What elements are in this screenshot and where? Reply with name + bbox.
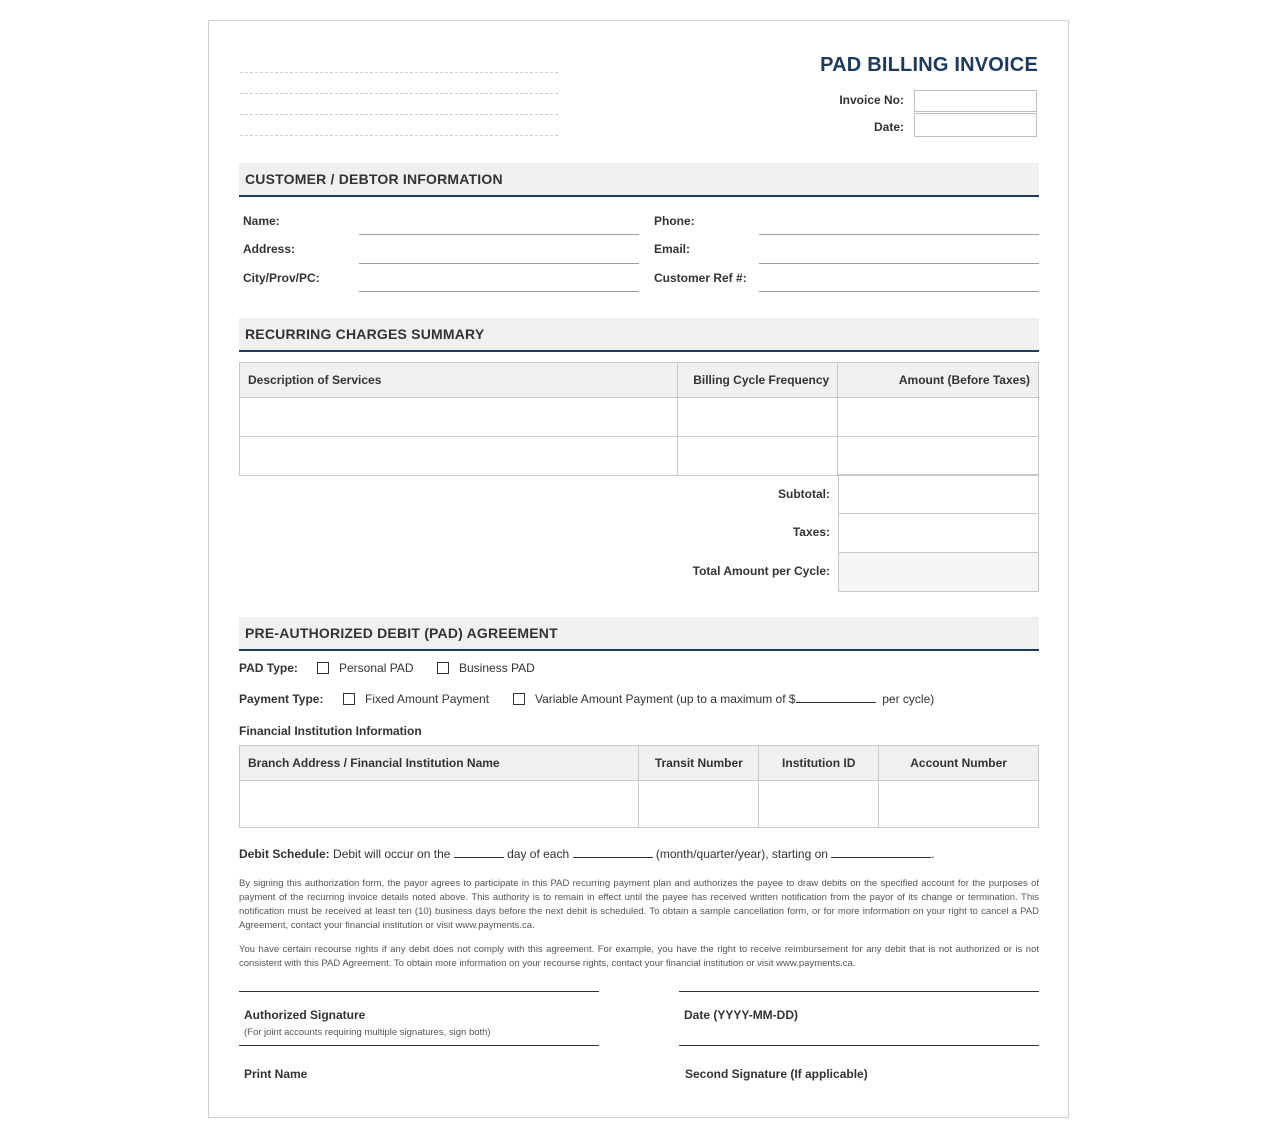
authorized-signature-note: (For joint accounts requiring multiple signatures, sign both) bbox=[244, 1027, 491, 1038]
column-header-amount: Amount (Before Taxes) bbox=[838, 363, 1039, 398]
business-pad-label: Business PAD bbox=[459, 661, 535, 675]
column-header-institution: Institution ID bbox=[759, 746, 879, 781]
frequency-cell[interactable] bbox=[678, 437, 838, 476]
customer-section-header bbox=[239, 163, 1039, 197]
variable-amount-label bbox=[535, 692, 934, 706]
invoice-no-field[interactable] bbox=[914, 90, 1037, 112]
pad-type-label: PAD Type: bbox=[239, 661, 298, 675]
phone-field[interactable] bbox=[759, 234, 1039, 235]
section-title: PRE-AUTHORIZED DEBIT (PAD) AGREEMENT bbox=[245, 625, 558, 641]
address-label: Address: bbox=[243, 242, 296, 256]
column-header-branch: Branch Address / Financial Institution Name bbox=[240, 746, 639, 781]
invoice-no-label: Invoice No: bbox=[839, 93, 904, 107]
recourse-paragraph: You have certain recourse rights if any debit does not comply with this agreement. For example, you have the right to receive reimbursement for any debit that is not authorized or is not consistent with this PAD Agreement. To obtain more information on your recourse rights, contact your financial institution or visit www.payments.ca. bbox=[239, 944, 1039, 969]
taxes-field[interactable] bbox=[838, 513, 1039, 553]
column-header-description: Description of Services bbox=[240, 363, 678, 398]
description-cell[interactable] bbox=[240, 398, 678, 437]
personal-pad-label: Personal PAD bbox=[339, 661, 414, 675]
debit-text-4: . bbox=[931, 847, 935, 861]
name-label: Name: bbox=[243, 214, 280, 228]
personal-pad-checkbox[interactable] bbox=[317, 662, 329, 674]
total-field[interactable] bbox=[838, 552, 1039, 592]
taxes-label: Taxes: bbox=[792, 525, 830, 539]
authorized-signature-line[interactable] bbox=[239, 991, 599, 992]
charges-section-header bbox=[239, 318, 1039, 352]
customer-ref-label: Customer Ref #: bbox=[654, 271, 747, 285]
date-field[interactable] bbox=[914, 113, 1037, 137]
company-line-1 bbox=[240, 72, 558, 73]
branch-cell[interactable] bbox=[240, 781, 639, 828]
address-field[interactable] bbox=[359, 263, 639, 264]
section-title: RECURRING CHARGES SUMMARY bbox=[245, 326, 485, 342]
description-cell[interactable] bbox=[240, 437, 678, 476]
max-amount-field[interactable] bbox=[796, 692, 876, 703]
debit-schedule bbox=[239, 847, 935, 861]
fi-table bbox=[239, 745, 1039, 828]
amount-cell[interactable] bbox=[838, 437, 1039, 476]
variable-amount-suffix: per cycle) bbox=[882, 692, 935, 706]
variable-amount-prefix: Variable Amount Payment (up to a maximum of $ bbox=[535, 692, 796, 706]
account-cell[interactable] bbox=[879, 781, 1039, 828]
authorized-signature-label: Authorized Signature bbox=[244, 1008, 366, 1022]
pad-section-header bbox=[239, 617, 1039, 651]
column-header-transit: Transit Number bbox=[639, 746, 759, 781]
amount-cell[interactable] bbox=[838, 398, 1039, 437]
signature-date-label: Date (YYYY-MM-DD) bbox=[684, 1008, 799, 1022]
subtotal-label: Subtotal: bbox=[778, 487, 830, 501]
email-label: Email: bbox=[654, 242, 691, 256]
fixed-amount-label: Fixed Amount Payment bbox=[365, 692, 490, 706]
debit-text-3: (month/quarter/year), starting on bbox=[655, 847, 828, 861]
column-header-account: Account Number bbox=[879, 746, 1039, 781]
company-line-4 bbox=[240, 135, 558, 136]
debit-period-field[interactable] bbox=[573, 847, 653, 858]
fixed-amount-checkbox[interactable] bbox=[343, 693, 355, 705]
second-signature-label: Second Signature (If applicable) bbox=[685, 1067, 868, 1081]
variable-amount-checkbox[interactable] bbox=[513, 693, 525, 705]
customer-ref-field[interactable] bbox=[759, 291, 1039, 292]
email-field[interactable] bbox=[759, 263, 1039, 264]
debit-text-2: day of each bbox=[507, 847, 570, 861]
table-row bbox=[240, 781, 1039, 828]
debit-schedule-label: Debit Schedule: bbox=[239, 847, 330, 861]
subtotal-field[interactable] bbox=[838, 474, 1039, 514]
company-line-3 bbox=[240, 114, 558, 115]
total-label: Total Amount per Cycle: bbox=[692, 564, 830, 578]
table-row bbox=[240, 437, 1039, 476]
fi-info-label: Financial Institution Information bbox=[239, 724, 422, 738]
column-header-frequency: Billing Cycle Frequency bbox=[678, 363, 838, 398]
date-signature-line[interactable] bbox=[679, 991, 1039, 992]
transit-cell[interactable] bbox=[639, 781, 759, 828]
phone-label: Phone: bbox=[654, 214, 695, 228]
invoice-title: PAD BILLING INVOICE bbox=[820, 54, 1038, 76]
debit-text-1: Debit will occur on the bbox=[333, 847, 451, 861]
business-pad-checkbox[interactable] bbox=[437, 662, 449, 674]
payment-type-label: Payment Type: bbox=[239, 692, 324, 706]
authorization-paragraph: By signing this authorization form, the payor agrees to participate in this PAD recurring payment plan and authorizes the payee to draw debits on the specified account for the purposes of payment of the recurring invoice details noted above. This authority is to remain in effect until the payee has received written notification from the payor of its change or termination. This notification must be received at least ten (10) business days before the next debit is scheduled. To obtain a sample cancellation form, or for more information on your right to cancel a PAD Agreement, contact your financial institution or visit www.payments.ca. bbox=[239, 878, 1039, 931]
debit-day-field[interactable] bbox=[454, 847, 504, 858]
company-line-2 bbox=[240, 93, 558, 94]
date-label: Date: bbox=[873, 120, 904, 134]
second-signature-line[interactable] bbox=[679, 1045, 1039, 1046]
charges-table bbox=[239, 362, 1039, 476]
city-field[interactable] bbox=[359, 291, 639, 292]
frequency-cell[interactable] bbox=[678, 398, 838, 437]
table-row bbox=[240, 398, 1039, 437]
name-field[interactable] bbox=[359, 234, 639, 235]
institution-cell[interactable] bbox=[759, 781, 879, 828]
print-name-line[interactable] bbox=[239, 1045, 599, 1046]
city-label: City/Prov/PC: bbox=[243, 271, 320, 285]
print-name-label: Print Name bbox=[244, 1067, 308, 1081]
debit-start-field[interactable] bbox=[831, 847, 931, 858]
section-title: CUSTOMER / DEBTOR INFORMATION bbox=[245, 171, 503, 187]
